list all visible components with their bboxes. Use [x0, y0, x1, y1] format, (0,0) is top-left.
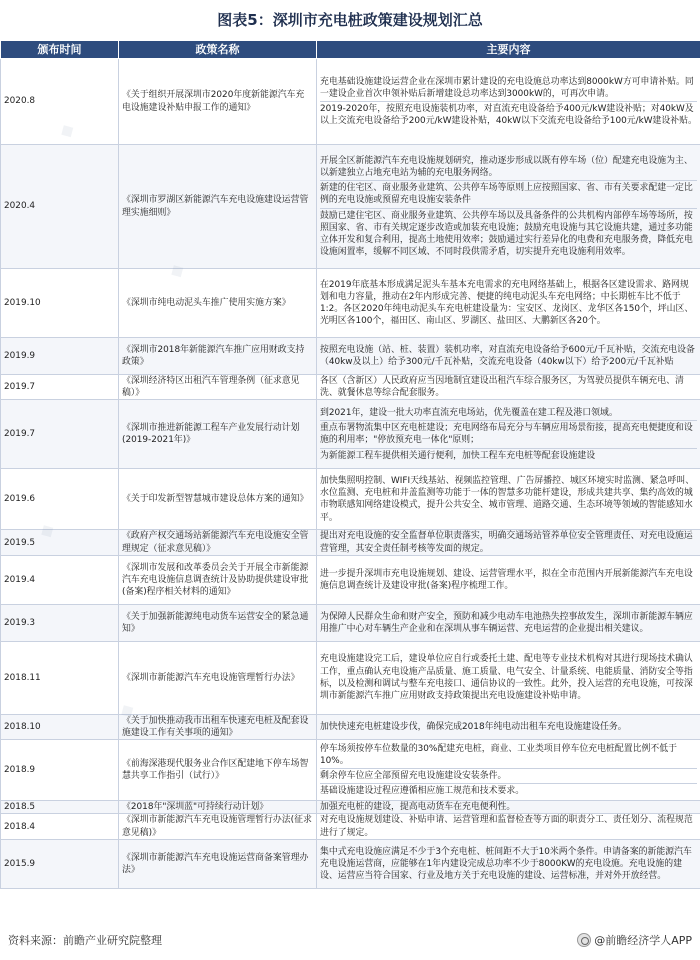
table-row: [1, 801, 700, 814]
policy-table: [0, 40, 700, 889]
table-row: [1, 814, 700, 839]
content-cell: [317, 469, 700, 530]
content-segment: 按照充电设施（站、桩、装置）装机功率，对直流充电设备给予600元/千瓦补贴，交流充电设备（40kw及以上）给予300元/千瓦补贴，交流充电设备（40kw以下）给予200元/千瓦补贴: [320, 344, 695, 367]
app-logo-icon: [577, 933, 591, 947]
footer: [0, 926, 700, 956]
content-cell: [317, 740, 700, 801]
content-segment: 开展全区新能源汽车充电设施规划研究，推动逐步形成以既有停车场（位）配建充电设施为主、以新建独立占地充电站为辅的充电服务网络。: [320, 155, 693, 178]
content-cell: [317, 641, 700, 714]
content-segment: 2019-2020年，按照充电设施装机功率，对直流充电设备给予400元/kW建设补贴；对40kW及以上交流充电设备给予200元/kW建设补贴，40kW以下交流充电设备给予100元/kW建设补贴。: [320, 101, 697, 127]
date-cell: 2018.5: [1, 801, 119, 814]
date-cell: 2019.3: [1, 604, 119, 641]
table-row: [1, 400, 700, 469]
content-segment: 新建的住宅区、商业服务业建筑、公共停车场等原则上应按照国家、省、市有关要求配建一定比例的充电设施或预留充电设施安装条件: [320, 180, 697, 206]
table-row: [1, 555, 700, 604]
table-row: [1, 469, 700, 530]
brand-label: @前瞻经济学人APP: [594, 934, 692, 947]
content-segment: 各区（含新区）人民政府应当因地制宜建设出租汽车综合服务区，为驾驶员提供车辆充电、清洗、就餐休息等综合配套服务。: [320, 376, 684, 399]
policy-cell: 《关于加快推动我市出租车快速充电桩及配套设施建设工作有关事项的通知》: [119, 714, 317, 739]
content-segment: 加快集照明控制、WIFI天线基站、视频监控管理、广告屏播控、城区环境实时监测、紧急呼叫、水位监测、充电桩和井盖监测等功能于一体的智慧多功能杆建设，形成共建共享、集约高效的城市物联感知网络建设模式，提升公共安全、城市管理、道路交通、生态环境等领域的智能感知水平。: [320, 476, 695, 523]
content-segment: 充电基础设施建设运营企业在深圳市累计建设的充电设施总功率达到8000kW方可申请补贴。同一建设企业首次申领补贴后新增建设总功率达到3000kW的，可再次申请。: [320, 76, 694, 99]
policy-cell: 《深圳市新能源汽车充电设施管理暂行办法》: [119, 641, 317, 714]
brand-credit: [577, 932, 692, 948]
content-cell: [317, 375, 700, 400]
policy-cell: 《深圳市纯电动泥头车推广使用实施方案》: [119, 269, 317, 338]
table-row: [1, 839, 700, 888]
content-cell: [317, 59, 700, 145]
date-cell: 2020.8: [1, 59, 119, 145]
content-segment: 集中式充电设施应满足不少于3个充电桩、桩间距不大于10米两个条件。申请备案的新能源汽车充电设施运营商，应能够在1年内建设完成总功率不少于8000KW的充电设施。充电设施的建设、运营应当符合国家、行业及地方关于充电设施的建设、运营标准，并对外开放经营。: [320, 846, 692, 881]
header-date: 颁布时间: [1, 41, 119, 59]
content-cell: [317, 604, 700, 641]
content-cell: [317, 555, 700, 604]
policy-cell: 《深圳市推进新能源工程车产业发展行动计划(2019-2021年)》: [119, 400, 317, 469]
policy-cell: 《关于组织开展深圳市2020年度新能源汽车充电设施建设补贴申报工作的通知》: [119, 59, 317, 145]
content-segment: 停车场须按停车位数量的30%配建充电桩，商业、工业类项目停车位充电桩配置比例不低于10%。: [320, 743, 677, 767]
policy-cell: 《深圳市新能源汽车充电设施运营商备案管理办法》: [119, 839, 317, 888]
policy-cell: 《关于印发新型智慧城市建设总体方案的通知》: [119, 469, 317, 530]
content-cell: [317, 801, 700, 814]
content-segment: 在2019年底基本形成满足泥头车基本充电需求的充电网络基础上，根据各区建设需求、路网规划和电力容量，推动在2年内形成完善、便捷的纯电动泥头车充电网络；中长期桩车比不低于1:2。各区2020年纯电动泥头车充电桩建设量为：宝安区、龙岗区、龙华区各150个，坪山区、光明区各100个，福田区、南山区、罗湖区、盐田区、大鹏新区各20个。: [320, 279, 694, 327]
date-cell: 2018.4: [1, 814, 119, 839]
date-cell: 2019.9: [1, 338, 119, 375]
content-segment: 对充电设施规划建设、补贴申请、运营管理和监督检查等方面的职责分工、责任划分、流程规范进行了规定。: [320, 815, 693, 838]
table-row: [1, 145, 700, 269]
content-segment: 加快快速充电桩建设步伐，确保完成2018年纯电动出租车充电设施建设任务。: [320, 721, 627, 732]
page-title: 图表5：深圳市充电桩政策建设规划汇总: [217, 11, 483, 29]
policy-cell: 《关于加强新能源纯电动货车运营安全的紧急通知》: [119, 604, 317, 641]
table-row: [1, 375, 700, 400]
policy-cell: 《深圳市新能源汽车充电设施管理暂行办法(征求意见稿)》: [119, 814, 317, 839]
header-policy: 政策名称: [119, 41, 317, 59]
date-cell: 2015.9: [1, 839, 119, 888]
content-segment: 重点布署物流集中区充电桩建设；充电网络布局充分与车辆应用场景衔接，提高充电便捷度和设施的利用率；"停放预充电一体化"原则；: [320, 420, 697, 446]
date-cell: 2019.7: [1, 375, 119, 400]
policy-cell: 《深圳经济特区出租汽车管理条例（征求意见稿）》: [119, 375, 317, 400]
table-row: [1, 269, 700, 338]
policy-cell: 《深圳市发展和改革委员会关于开展全市新能源汽车充电设施信息调查统计及协助提供建设审批(备案)程序相关材料的通知》: [119, 555, 317, 604]
source-note: 资料来源：前瞻产业研究院整理: [8, 934, 162, 947]
table-row: [1, 714, 700, 739]
content-cell: [317, 839, 700, 888]
policy-cell: 《2018年"深圳蓝"可持续行动计划》: [119, 801, 317, 814]
policy-cell: 《前海深港现代服务业合作区配建地下停车场智慧共享工作指引（试行）》: [119, 740, 317, 801]
table-header-row: [1, 41, 700, 59]
date-cell: 2019.6: [1, 469, 119, 530]
date-cell: 2019.7: [1, 400, 119, 469]
content-segment: 加强充电桩的建设，提高电动货车在充电便利性。: [320, 802, 516, 813]
date-cell: 2019.4: [1, 555, 119, 604]
date-cell: 2018.10: [1, 714, 119, 739]
date-cell: 2018.11: [1, 641, 119, 714]
table-body: [1, 59, 700, 889]
policy-cell: 《深圳市罗湖区新能源汽车充电设施建设运营管理实施细则》: [119, 145, 317, 269]
table-row: [1, 604, 700, 641]
content-segment: 提出对充电设施的安全监督单位职责落实，明确交通场站管养单位安全管理责任、对充电设施运营管理，其安全责任制考核等发面的规定。: [320, 531, 693, 554]
policy-cell: 《政府产权交通场站新能源汽车充电设施安全管理规定（征求意见稿）》: [119, 530, 317, 555]
content-cell: [317, 814, 700, 839]
table-row: [1, 740, 700, 801]
content-cell: [317, 145, 700, 269]
content-segment: 到2021年，建设一批大功率直流充电场站，优先覆盖在建工程及港口领域。: [320, 408, 618, 418]
table-row: [1, 338, 700, 375]
content-cell: [317, 714, 700, 739]
content-segment: 基础设施建设过程应遵循相应施工规范和技术要求。: [320, 783, 697, 797]
date-cell: 2018.9: [1, 740, 119, 801]
content-segment: 进一步提升深圳市充电设施规划、建设、运营管理水平，拟在全市范围内开展新能源汽车充电设施信息调查统计及建设审批(备案)程序梳理工作。: [320, 568, 693, 591]
content-segment: 为保障人民群众生命和财产安全，预防和减少电动车电池热失控事故发生，深圳市新能源车辆应用推广中心对车辆生产企业和在深圳从事车辆运营、充电运营的企业提出相关建议。: [320, 611, 693, 634]
content-cell: [317, 269, 700, 338]
content-cell: [317, 400, 700, 469]
content-segment: 剩余停车位应全部预留充电设施建设安装条件。: [320, 768, 697, 782]
content-segment: 鼓励已建住宅区、商业服务业建筑、公共停车场以及具备条件的公共机构内部停车场等场所，按照国家、省、市有关规定逐步改造或加装充电设施；鼓励充电设施与其它设施共建，通过多功能立体开发和复合利用，提高土地使用效率；鼓励通过实行差异化的电费和充电服务费，降低充电设施闲置率，缓解不同区域、不同时段供需矛盾，切实提升充电设施利用效率。: [320, 208, 697, 259]
policy-cell: 《深圳市2018年新能源汽车推广应用财政支持政策》: [119, 338, 317, 375]
content-segment: 充电设施建设完工后，建设单位应自行或委托土建、配电等专业技术机构对其进行现场技术确认工作，重点确认充电设施产品质量、施工质量、电气安全、计量系统、电能质量、消防安全等指标，以及检测和调试与整车充电接口、通信协议的一致性。此外，投入运营的充电设施，可按深圳市新能源汽车推广应用财政支持政策提出充电设施建设补贴申请。: [320, 654, 693, 702]
table-row: [1, 530, 700, 555]
content-cell: [317, 530, 700, 555]
content-cell: [317, 338, 700, 375]
date-cell: 2019.5: [1, 530, 119, 555]
header-content: 主要内容: [317, 41, 700, 59]
table-row: [1, 641, 700, 714]
date-cell: 2020.4: [1, 145, 119, 269]
content-segment: 为新能源工程车提供相关通行便利，加快工程车充电桩等配套设施建设: [320, 448, 697, 462]
date-cell: 2019.10: [1, 269, 119, 338]
table-row: [1, 59, 700, 145]
